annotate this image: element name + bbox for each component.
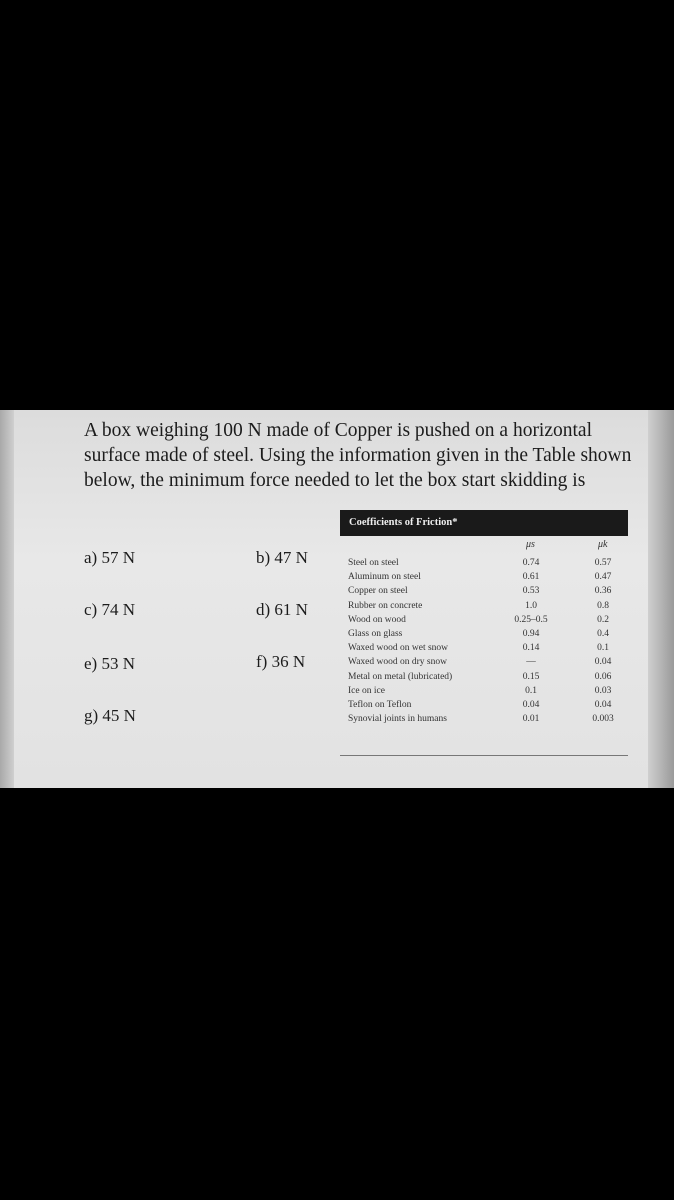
table-row (340, 714, 628, 728)
mu-k-cell: 0.003 (592, 714, 614, 725)
material-cell: Copper on steel (348, 586, 408, 597)
material-cell: Rubber on concrete (348, 600, 423, 611)
table-row (340, 672, 628, 686)
mu-k-cell: 0.04 (594, 699, 612, 710)
material-cell: Aluminum on steel (348, 572, 421, 583)
mu-k-cell: 0.47 (594, 572, 612, 583)
material-cell: Waxed wood on dry snow (348, 657, 447, 668)
material-cell: Ice on ice (348, 685, 385, 696)
table-row (340, 572, 628, 586)
material-cell: Waxed wood on wet snow (348, 643, 449, 654)
option-c: c) 74 N (84, 600, 135, 619)
table-row (340, 643, 628, 657)
option-f: f) 36 N (256, 652, 306, 671)
mu-k-cell: 0.57 (594, 558, 612, 568)
mu-s-header: μs (526, 539, 535, 550)
mu-k-cell: 0.06 (594, 671, 612, 682)
mu-s-cell: — (526, 657, 536, 668)
option-a: a) 57 N (84, 548, 135, 567)
table-header-row (340, 536, 628, 556)
photo-left-edge (0, 410, 14, 788)
photo-region (0, 410, 674, 788)
material-cell: Teflon on Teflon (348, 699, 412, 710)
option-g: g) 45 N (84, 706, 136, 725)
question-text: A box weighing 100 N made of Copper is pushed on a horizontal surface made of steel. Using the information given in the Table shown below, the minimum force needed to let the box start skidding is (84, 420, 632, 491)
mu-k-cell: 0.36 (594, 586, 612, 597)
material-cell: Metal on metal (lubricated) (348, 671, 453, 682)
table-row (340, 657, 628, 671)
material-cell: Synovial joints in humans (348, 714, 447, 725)
mu-k-cell: 0.8 (597, 600, 609, 611)
mu-s-cell: 0.1 (525, 685, 537, 696)
option-d: d) 61 N (256, 600, 308, 619)
table-row (340, 686, 628, 700)
table-bottom-rule (340, 755, 628, 756)
photo-right-edge (648, 410, 674, 788)
material-cell: Glass on glass (348, 628, 403, 639)
mu-s-cell: 0.01 (522, 714, 540, 725)
mu-s-cell: 0.61 (522, 572, 540, 583)
table-row (340, 700, 628, 714)
mu-s-cell: 0.53 (522, 586, 540, 597)
mu-s-cell: 0.74 (522, 558, 540, 568)
mu-s-cell: 0.14 (522, 643, 540, 654)
mu-s-cell: 0.25–0.5 (514, 614, 548, 625)
mu-k-cell: 0.2 (597, 614, 609, 625)
mu-k-cell: 0.03 (594, 685, 612, 696)
option-b: b) 47 N (256, 548, 308, 567)
table-row (340, 558, 628, 572)
table-row (340, 586, 628, 600)
mu-k-header: μk (598, 539, 608, 550)
mu-k-cell: 0.4 (597, 628, 609, 639)
table-row (340, 615, 628, 629)
mu-s-cell: 1.0 (525, 600, 537, 611)
material-cell: Wood on wood (348, 614, 406, 625)
friction-table (340, 510, 628, 778)
mu-k-cell: 0.1 (597, 643, 609, 654)
option-e: e) 53 N (84, 654, 135, 673)
table-body (340, 558, 628, 728)
mu-s-cell: 0.94 (522, 628, 540, 639)
mu-s-cell: 0.04 (522, 699, 540, 710)
table-title: Coefficients of Friction* (340, 510, 628, 536)
mu-s-cell: 0.15 (522, 671, 540, 682)
table-row (340, 629, 628, 643)
mu-k-cell: 0.04 (594, 657, 612, 668)
table-row (340, 601, 628, 615)
material-cell: Steel on steel (348, 558, 399, 568)
